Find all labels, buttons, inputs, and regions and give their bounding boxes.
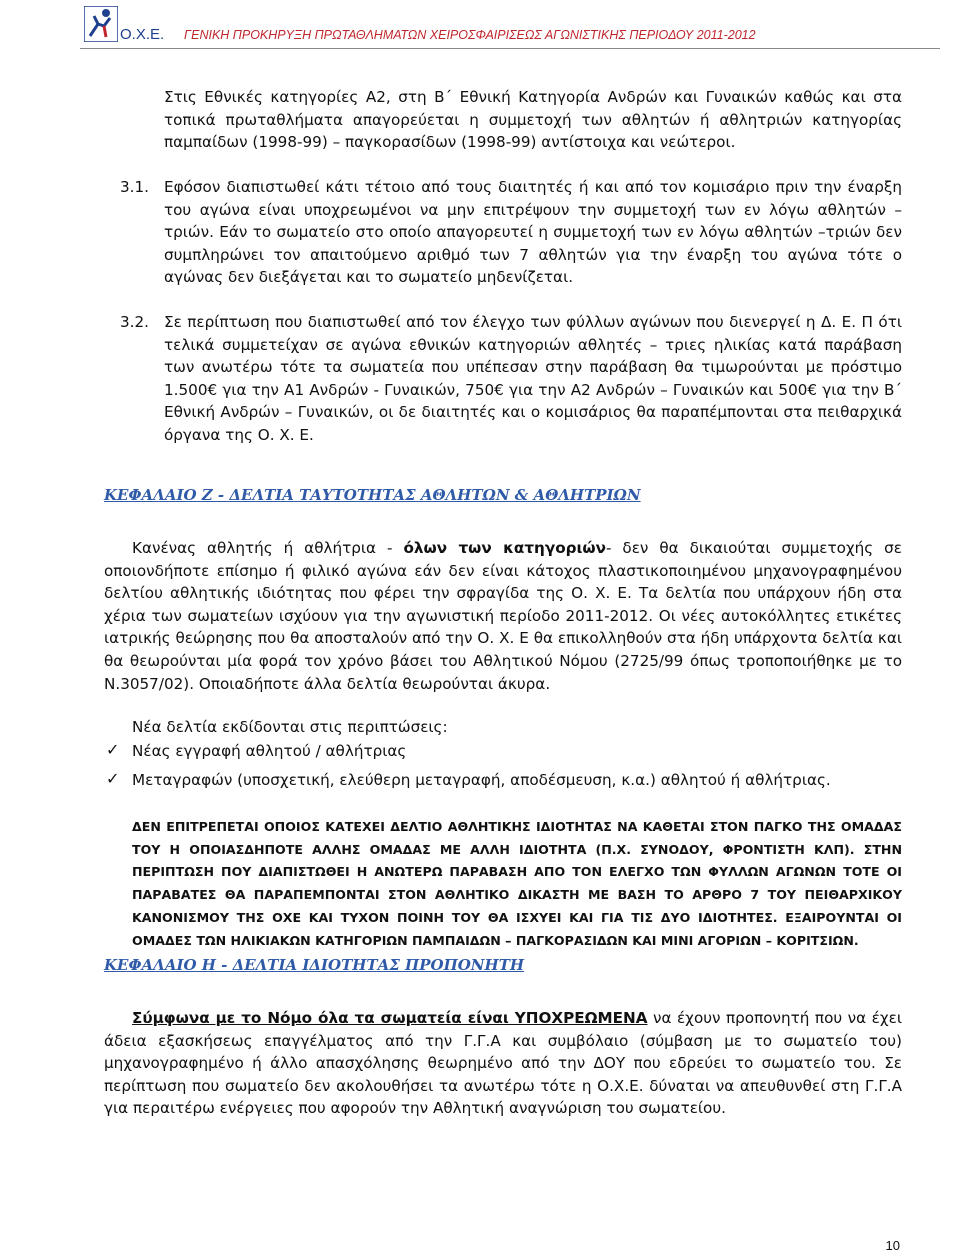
checklist-item: Μεταγραφών (υποσχετική, ελεύθερη μεταγραφή, αποδέσμευση, κ.α.) αθλητού ή αθλήτριας. [132,771,831,789]
chapter-z-para-lead: Κανένας αθλητής ή αθλήτρια - [132,539,404,557]
header-divider [80,48,940,49]
chapter-h-heading: ΚΕΦΑΛΑΙΟ Η - ΔΕΛΤΙΑ ΙΔΙΟΤΗΤΑΣ ΠΡΟΠΟΝΗΤΗ [104,956,525,974]
page-number: 10 [885,1238,900,1253]
section-3-2-text: Σε περίπτωση που διαπιστωθεί από τον έλεγχο των φύλλων αγώνων που διενεργεί η Δ. Ε. Π ότι τελικά συμμετείχαν σε αγώνα εθνικών κατηγοριών αθλητές – τριες ηλικίας κατά παράβαση των ανωτέρω τότε τα σωματεία που υπέπεσαν στην παράβαση θα τιμωρούνται με πρόστιμο 1.500€ για την Α1 Ανδρών - Γυναικών, 750€ για την Α2 Ανδρών – Γυναικών και 500€ για την Β΄ Εθνική Ανδρών – Γυναικών, οι δε διαιτητές και ο κομισάριος θα παραπέμπονται στα πειθαρχικά όργανα της Ο. Χ. Ε. [164,313,902,444]
chapter-h-lead: Σύμφωνα με το Νόμο όλα τα σωματεία είναι ΥΠΟΧΡΕΩΜΕΝΑ [132,1009,648,1027]
chapter-z-heading: ΚΕΦΑΛΑΙΟ Ζ - ΔΕΛΤΙΑ ΤΑΥΤΟΤΗΤΑΣ ΑΘΛΗΤΩΝ & ΑΘΛΗΤΡΙΩΝ [104,486,641,504]
header-org: Ο.Χ.Ε. [120,26,165,43]
section-3-1-number: 3.1. [120,178,149,196]
checkmark-icon: ✓ [106,769,120,788]
header-title: ΓΕΝΙΚΗ ΠΡΟΚΗΡΥΞΗ ΠΡΩΤΑΘΛΗΜΑΤΩΝ ΧΕΙΡΟΣΦΑΙΡΙΣΕΩΣ ΑΓΩΝΙΣΤΙΚΗΣ ΠΕΡΙΟΔΟΥ 2011-2012 [184,28,756,42]
section-3-2-number: 3.2. [120,313,149,331]
section-3-1-text: Εφόσον διαπιστωθεί κάτι τέτοιο από τους διαιτητές ή και από τον κομισάριο πριν την έναρξη του αγώνα είναι υποχρεωμένοι να μην επιτρέψουν την συμμετοχή των εν λόγω αθλητών –τριών. Εάν το σωματείο στο οποίο απαγορευτεί η συμμετοχή των εν λόγω αθλητών –τριών δεν συμπληρώνει τον απαιτούμενο αριθμό των 7 αθλητών για την έναρξη του αγώνα τότε ο αγώνας δεν διεξάγεται και το σωματείο μηδενίζεται. [164,178,902,287]
bench-warning-caps: ΔΕΝ ΕΠΙΤΡΕΠΕΤΑΙ ΟΠΟΙΟΣ ΚΑΤΕΧΕΙ ΔΕΛΤΙΟ ΑΘΛΗΤΙΚΗΣ ΙΔΙΟΤΗΤΑΣ ΝΑ ΚΑΘΕΤΑΙ ΣΤΟΝ ΠΑΓΚΟ ΤΗΣ ΟΜΑΔΑΣ ΤΟΥ Η ΟΠΟΙΑΣΔΗΠΟΤΕ ΑΛΛΗΣ ΟΜΑΔΑΣ ΜΕ ΑΛΛΗ ΙΔΙΟΤΗΤΑ (Π.Χ. ΣΥΝΟΔΟΥ, ΦΡΟΝΤΙΣΤΗ ΚΛΠ). ΣΤΗΝ ΠΕΡΙΠΤΩΣΗ ΠΟΥ ΔΙΑΠΙΣΤΩΘΕΙ Η ΑΝΩΤΕΡΩ ΠΑΡΑΒΑΣΗ ΑΠΟ ΤΟΝ ΕΛΕΓΧΟ ΤΩΝ ΦΥΛΛΩΝ ΑΓΩΝΩΝ ΤΟΤΕ ΟΙ ΠΑΡΑΒΑΤΕΣ ΘΑ ΠΑΡΑΠΕΜΠΟΝΤΑΙ ΣΤΟΝ ΑΘΛΗΤΙΚΟ ΔΙΚΑΣΤΗ ΜΕ ΒΑΣΗ ΤΟ ΑΡΘΡΟ 7 ΤΟΥ ΠΕΙΘΑΡΧΙΚΟΥ ΚΑΝΟΝΙΣΜΟΥ ΤΗΣ ΟΧΕ ΚΑΙ ΤΥΧΟΝ ΠΟΙΝΗ ΤΟΥ ΘΑ ΙΣΧΥΕΙ ΚΑΙ ΓΙΑ ΤΙΣ ΔΥΟ ΙΔΙΟΤΗΤΕΣ. ΕΞΑΙΡΟΥΝΤΑΙ ΟΙ ΟΜΑΔΕΣ ΤΩΝ ΗΛΙΚΙΑΚΩΝ ΚΑΤΗΓΟΡΙΩΝ ΠΑΜΠΑΙΔΩΝ – ΠΑΓΚΟΡΑΣΙΔΩΝ ΚΑΙ ΜΙΝΙ ΑΓΟΡΙΩΝ – ΚΟΡΙΤΣΙΩΝ. [132,819,902,948]
chapter-z-para-bold: όλων των κατηγοριών [403,539,606,557]
page-header [80,6,940,46]
checkmark-icon: ✓ [106,740,120,759]
chapter-h-rest: να έχουν προπονητή που να έχει άδεια εξασκήσεως επαγγέλματος από την Γ.Γ.Α και συμβόλαιο (σύμβαση με το σωματείο του) μηχανογραφημένο ή άλλο απασχόλησης θεωρημένο από την ΔΟΥ που εδρεύει το σωματείο του. Σε περίπτωση που σωματείο δεν ακολουθήσει τα ανωτέρω τότε η Ο.Χ.Ε. δύναται να απευθυνθεί στη Γ.Γ.Α για περαιτέρω ενέργειες που αφορούν την Αθλητική αναγνώριση του σωματείου. [104,1009,902,1118]
chapter-z-paragraph [104,537,902,695]
checklist-item: Νέας εγγραφή αθλητού / αθλήτριας [132,742,407,760]
handball-logo-icon [84,6,118,42]
chapter-z-para-rest: - δεν θα δικαιούται συμμετοχής σε οποιονδήποτε επίσημο ή φιλικό αγώνα εάν δεν είναι κάτοχος πλαστικοποιημένου μηχανογραφημένου δελτίου αθλητικής ιδιότητας που φέρει την σφραγίδα της Ο. Χ. Ε. Τα δελτία που υπάρχουν ήδη στα χέρια των σωματείων ισχύουν για την αγωνιστική περίοδο 2011-2012. Οι νέες αυτοκόλλητες ετικέτες ιατρικής θεώρησης που θα αποσταλούν από την Ο. Χ. Ε θα επικολληθούν στα ήδη υπάρχοντα δελτία και θα θεωρούνται μία φορά τον χρόνο βάσει του Αθλητικού Νόμου (2725/99 όπως τροποποιήθηκε με το Ν.3057/02). Οποιαδήποτε άλλα δελτία θεωρούνται άκυρα. [104,539,902,693]
new-cards-intro: Νέα δελτία εκδίδονται στις περιπτώσεις: [132,718,448,736]
intro-paragraph: Στις Εθνικές κατηγορίες Α2, στη Β΄ Εθνική Κατηγορία Ανδρών και Γυναικών καθώς και στα τοπικά πρωταθλήματα απαγορεύεται η συμμετοχή των αθλητών ή αθλητριών κατηγορίας παμπαίδων (1998-99) – παγκορασίδων (1998-99) αντίστοιχα και νεώτεροι. [164,88,902,152]
chapter-h-paragraph [104,1007,902,1120]
